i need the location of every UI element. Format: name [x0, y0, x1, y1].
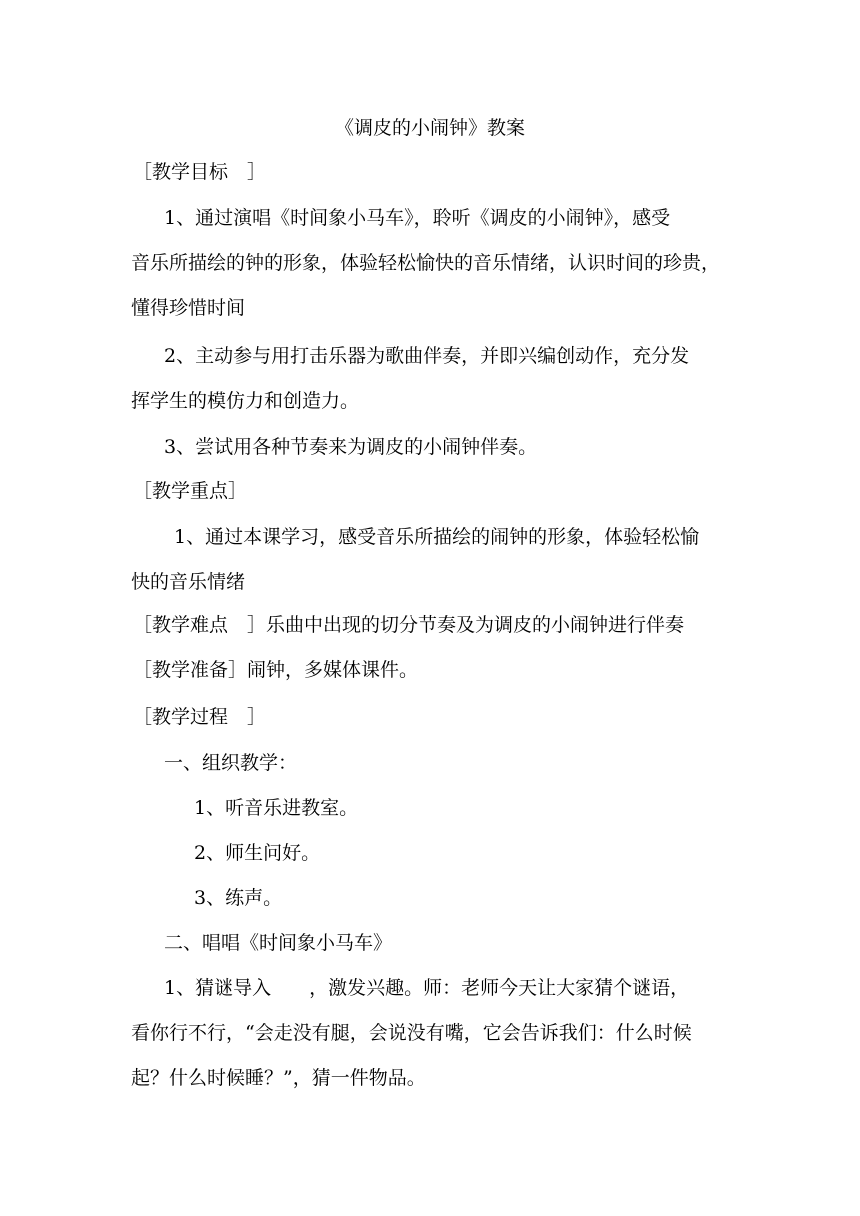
objective-2-line-2: 挥学生的模仿力和创造力。: [131, 390, 360, 412]
step-1-item-3: 3、练声。: [194, 887, 283, 909]
step-1-item-2: 2、师生问好。: [194, 842, 321, 864]
difficulty-line: ［教学难点 ］乐曲中出现的切分节奏及为调皮的小闹钟进行伴奏: [133, 614, 685, 636]
objective-1-line-2: 音乐所描绘的钟的形象，体验轻松愉快的音乐情绪，认识时间的珍贵，: [131, 252, 721, 274]
process-heading: ［教学过程 ］: [133, 706, 267, 728]
step-2-line-1: 1、猜谜导入 ，激发兴趣。师：老师今天让大家猜个谜语，: [164, 977, 690, 999]
step-2-line-3: 起？什么时候睡？”，猜一件物品。: [131, 1067, 426, 1089]
key-point-line-2: 快的音乐情绪: [131, 571, 246, 593]
key-points-heading: ［教学重点］: [133, 480, 248, 502]
key-point-line-1: 1、通过本课学习，感受音乐所描绘的闹钟的形象，体验轻松愉: [174, 526, 700, 548]
step-1-item-1: 1、听音乐进教室。: [194, 797, 359, 819]
objectives-heading: ［教学目标 ］: [133, 161, 267, 183]
step-2-line-2: 看你行不行，“会走没有腿，会说没有嘴，它会告诉我们：什么时候: [131, 1022, 692, 1044]
objective-1-line-3: 懂得珍惜时间: [131, 297, 246, 319]
preparation-line: ［教学准备］闹钟，多媒体课件。: [133, 659, 419, 681]
objective-3: 3、尝试用各种节奏来为调皮的小闹钟伴奏。: [164, 436, 538, 458]
step-1-heading: 一、组织教学：: [164, 752, 298, 774]
objective-2-line-1: 2、主动参与用打击乐器为歌曲伴奏，并即兴编创动作，充分发: [164, 345, 690, 367]
objective-1-line-1: 1、通过演唱《时间象小马车》，聆听《调皮的小闹钟》，感受: [164, 207, 671, 229]
document-title: 《调皮的小闹钟》教案: [334, 117, 525, 139]
step-2-heading: 二、唱唱《时间象小马车》: [164, 932, 393, 954]
